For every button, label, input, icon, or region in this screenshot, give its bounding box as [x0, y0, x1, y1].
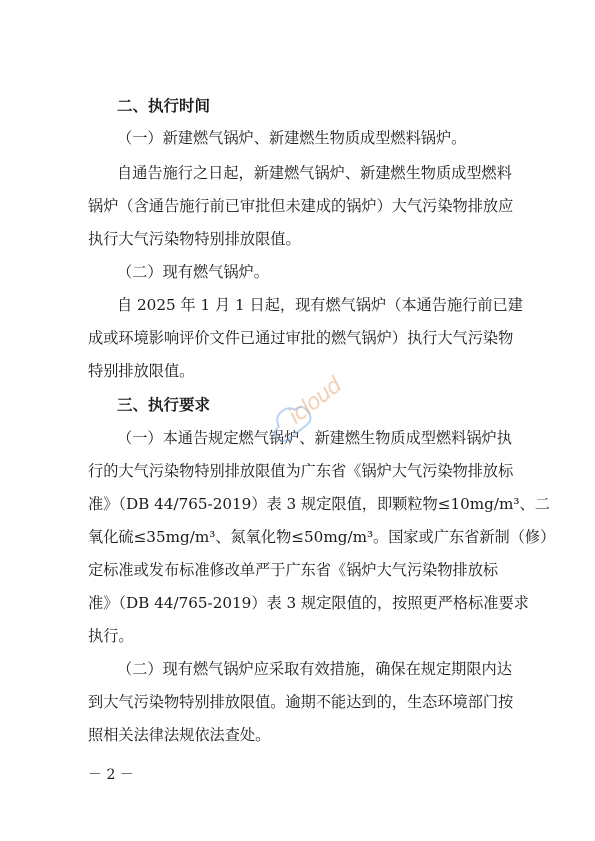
- paragraph-line: 到大气污染物特别排放限值。逾期不能达到的，生态环境部门按: [88, 693, 514, 711]
- paragraph-line: 定标准或发布标准修改单严于广东省《锅炉大气污染物排放标: [88, 561, 499, 579]
- paragraph-line: 氧化硫≤35mg/m³、氮氧化物≤50mg/m³。国家或广东省新制（修）: [88, 528, 556, 546]
- paragraph-line: 执行大气污染物特别排放限值。: [88, 230, 301, 248]
- paragraph-line: 照相关法律法规依法查处。: [88, 726, 271, 744]
- page-number: － 2 －: [88, 767, 134, 783]
- section-heading-execution-requirements: 三、执行要求: [117, 396, 211, 414]
- paragraph-line: 准》（DB 44/765-2019）表 3 规定限值的，按照更严格标准要求: [88, 594, 529, 612]
- paragraph-line: 成或环境影响评价文件已通过审批的燃气锅炉）执行大气污染物: [88, 329, 514, 347]
- subsection-heading-new-boilers: （一）新建燃气锅炉、新建燃生物质成型燃料锅炉。: [117, 129, 467, 147]
- section-heading-execution-time: 二、执行时间: [117, 97, 211, 115]
- paragraph-line: 自 2025 年 1 月 1 日起，现有燃气锅炉（本通告施行前已建: [117, 296, 523, 314]
- paragraph-line: （二）现有燃气锅炉应采取有效措施，确保在规定期限内达: [117, 660, 512, 678]
- paragraph-line: 准》（DB 44/765-2019）表 3 规定限值，即颗粒物≤10mg/m³、二: [88, 495, 550, 513]
- paragraph-line: 执行。: [88, 627, 134, 645]
- paragraph-line: 锅炉（含通告施行前已审批但未建成的锅炉）大气污染物排放应: [88, 197, 514, 215]
- paragraph-line: 自通告施行之日起，新建燃气锅炉、新建燃生物质成型燃料: [117, 164, 512, 182]
- watermark-text: icloud: [283, 373, 347, 430]
- paragraph-line: 行的大气污染物特别排放限值为广东省《锅炉大气污染物排放标: [88, 462, 514, 480]
- paragraph-line: （一）本通告规定燃气锅炉、新建燃生物质成型燃料锅炉执: [117, 429, 512, 447]
- subsection-heading-existing-boilers: （二）现有燃气锅炉。: [117, 263, 269, 281]
- paragraph-line: 特别排放限值。: [88, 362, 195, 380]
